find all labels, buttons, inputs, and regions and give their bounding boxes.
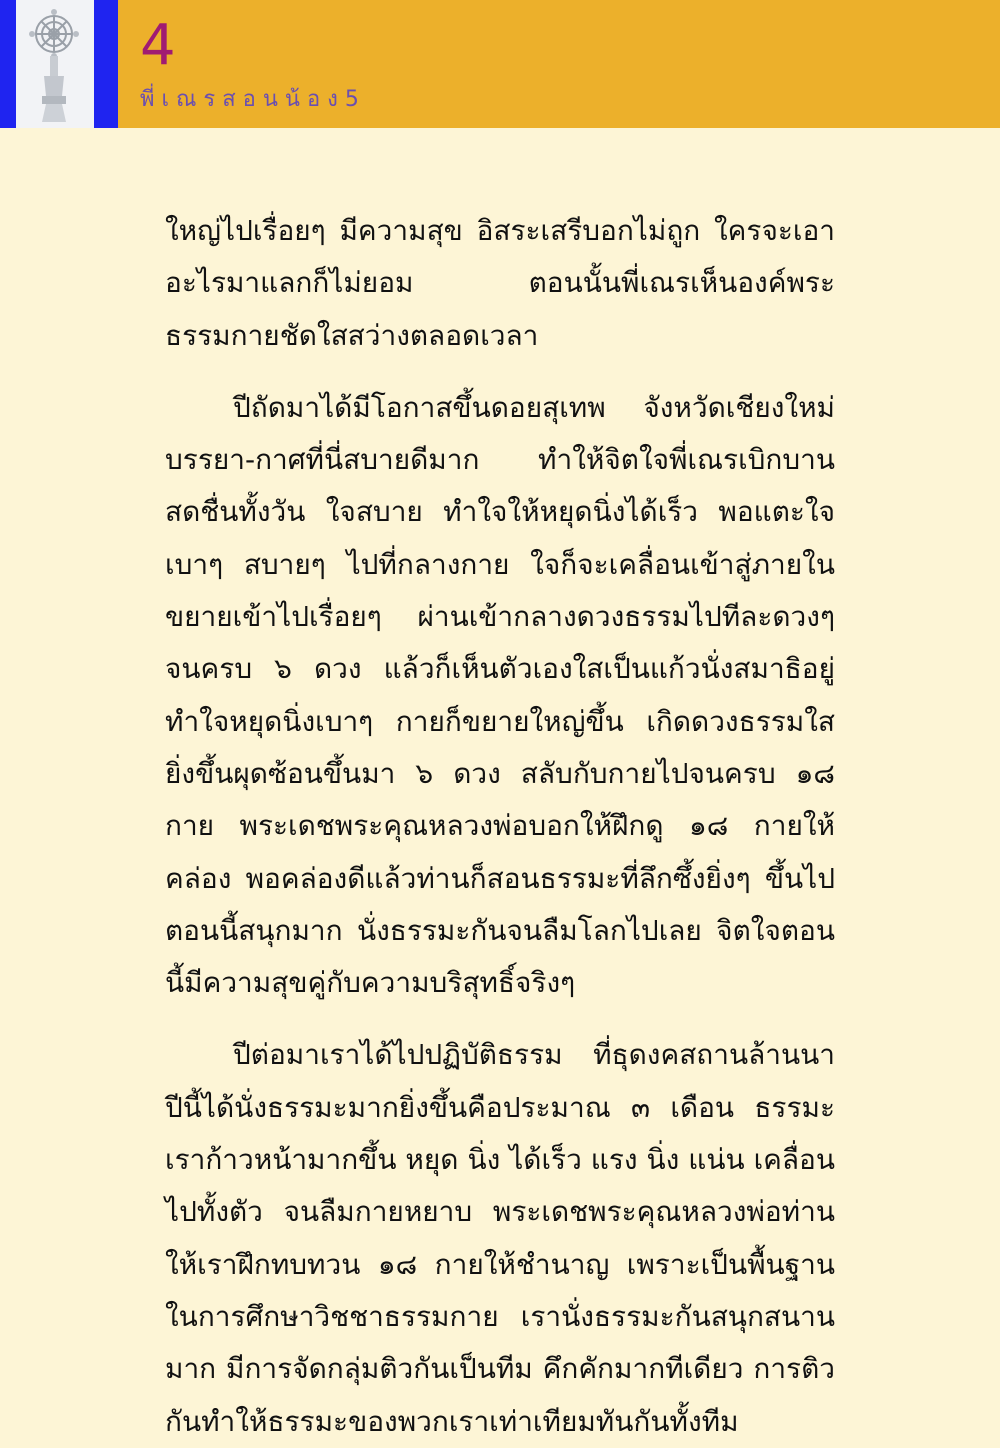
paragraph: ปีถัดมาได้มีโอกาสขึ้นดอยสุเทพ จังหวัดเชียงใหม่ บรรยา-กาศที่นี่สบายดีมาก ทำให้จิตใจพี่เณรเบิกบานสดชื่นทั้งวัน ใจสบาย ทำใจให้หยุดนิ่งได้เร็ว พอแตะใจเบาๆ สบายๆ ไปที่กลางกาย ใจก็จะเคลื่อนเข้าสู่ภายในขยายเข้าไปเรื่อยๆ ผ่านเข้ากลางดวงธรรมไปทีละดวงๆ จนครบ ๖ ดวง แล้วก็เห็นตัวเองใสเป็นแก้วนั่งสมาธิอยู่ ทำใจหยุดนิ่งเบาๆ กายก็ขยายใหญ่ขึ้น เกิดดวงธรรมใสยิ่งขึ้นผุดซ้อนขึ้นมา ๖ ดวง สลับกับกายไปจนครบ ๑๘ กาย พระเดชพระคุณหลวงพ่อบอกให้ฝึกดู ๑๘ กายให้คล่อง พอคล่องดีแล้วท่านก็สอนธรรมะที่ลึกซึ้งยิ่งๆ ขึ้นไป ตอนนี้สนุกมาก นั่งธรรมะกันจนลืมโลกไปเลย จิตใจตอนนี้มีความสุขคู่กับความบริสุทธิ์จริงๆ (165, 390, 835, 1000)
paragraph: ใหญ่ไปเรื่อยๆ มีความสุข อิสระเสรีบอกไม่ถูก ใครจะเอาอะไรมาแลกก็ไม่ยอม ตอนนั้นพี่เณรเห็นองค์พระธรรมกายชัดใสสว่างตลอดเวลา (165, 214, 835, 352)
paragraph: ปีต่อมาเราได้ไปปฏิบัติธรรม ที่ธุดงคสถานล้านนา ปีนี้ได้นั่งธรรมะมากยิ่งขึ้นคือประมาณ ๓ เดือน ธรรมะเราก้าวหน้ามากขึ้น หยุด นิ่ง ได้เร็ว แรง นิ่ง แน่น เคลื่อนไปทั้งตัว จนลืมกายหยาบ พระเดชพระคุณหลวงพ่อท่านให้เราฝึกทบทวน ๑๘ กายให้ชำนาญ เพราะเป็นพื้นฐานในการศึกษาวิชชาธรรมกาย เรานั่งธรรมะกันสนุกสนานมาก มีการจัดกลุ่มติวกันเป็นทีม คึกคักมากทีเดียว การติวกันทำให้ธรรมะของพวกเราเท่าเทียมทันกันทั้งทีม (165, 1038, 835, 1438)
body-text (165, 205, 835, 1448)
page-header (0, 0, 1000, 128)
running-title: พี่เณรสอนน้อง5 (140, 87, 366, 112)
emblem-panel (16, 0, 94, 128)
page-number: 4 (140, 13, 176, 78)
blue-stripe-left (0, 0, 16, 128)
dharmachakra-emblem-icon (16, 0, 94, 128)
blue-stripe-right (94, 0, 118, 128)
